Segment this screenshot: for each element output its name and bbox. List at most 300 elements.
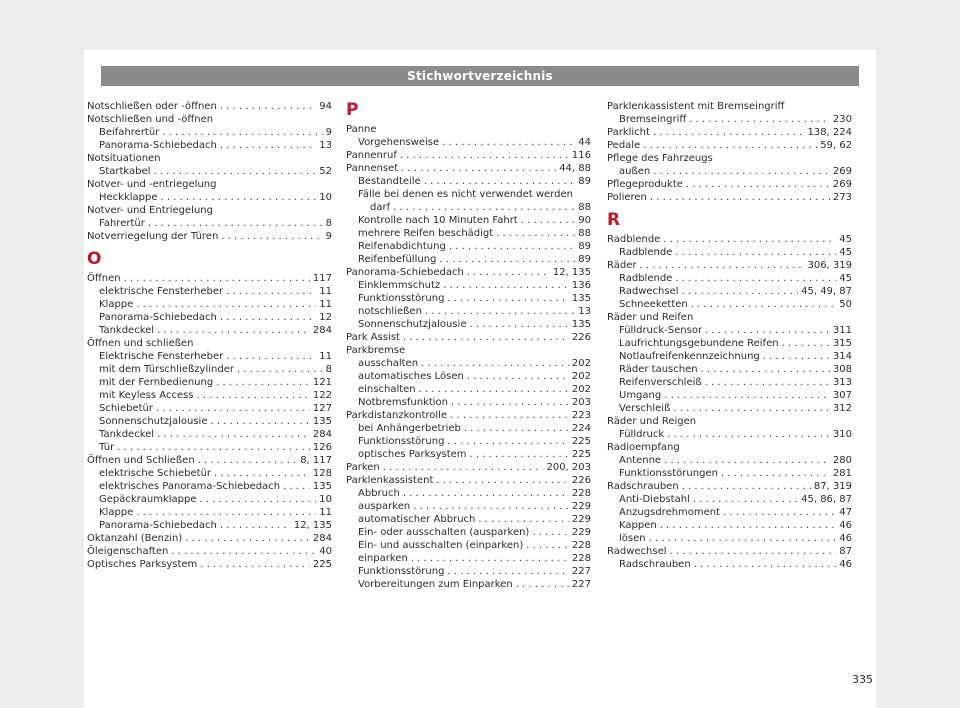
dot-leader (643, 139, 817, 152)
index-entry (607, 376, 852, 389)
index-entry-term: Radschrauben (607, 481, 679, 492)
index-entry-term: Parken (346, 462, 380, 473)
dot-leader (447, 565, 568, 578)
index-entry-page: 12, 135 (293, 520, 332, 531)
index-entry-term: Park Assist (346, 332, 400, 343)
dot-leader (226, 350, 316, 363)
dot-leader (197, 389, 310, 402)
index-entry (87, 191, 332, 204)
index-entry (346, 539, 591, 552)
index-entry-page: 136 (571, 280, 591, 291)
index-entry-page: 311 (832, 325, 852, 336)
index-entry-page: 12 (319, 312, 332, 323)
index-entry-page: 50 (839, 299, 852, 310)
dot-leader (226, 285, 316, 298)
index-entry-term: Radblende (619, 247, 673, 258)
dot-leader (639, 259, 804, 272)
index-entry (87, 402, 332, 415)
index-entry (346, 461, 591, 474)
index-heading: Radioempfang (607, 442, 680, 453)
index-entry-term: Bremseingriff (619, 114, 687, 125)
dot-leader (383, 461, 544, 474)
index-entry (87, 558, 332, 571)
index-column-1 (87, 100, 332, 571)
index-entry (346, 578, 591, 591)
dot-leader (675, 246, 836, 259)
dot-leader (663, 233, 836, 246)
index-entry-term: Radblende (607, 234, 661, 245)
index-entry-term: Pannenruf (346, 150, 397, 161)
index-entry-page: 269 (832, 179, 852, 190)
dot-leader (436, 474, 569, 487)
index-entry (87, 493, 332, 506)
index-entry-term: Pflegeprodukte (607, 179, 683, 190)
index-entry-page: 10 (319, 192, 332, 203)
page-number: 335 (852, 673, 873, 686)
index-heading: Notver- und Entriegelung (87, 205, 213, 216)
index-entry (87, 454, 332, 467)
index-entry-page: 9 (325, 127, 332, 138)
index-entry (607, 113, 852, 126)
index-entry (607, 233, 852, 246)
index-entry-term: Umgang (619, 390, 662, 401)
dot-leader (220, 311, 316, 324)
dot-leader (670, 545, 837, 558)
index-entry-term: Tür (99, 442, 115, 453)
dot-leader (447, 435, 568, 448)
index-entry (87, 545, 332, 558)
index-entry-page: 314 (832, 351, 852, 362)
dot-leader (526, 539, 569, 552)
index-entry-term: Ein- und ausschalten (einparken) (358, 540, 524, 551)
index-entry-page: 89 (578, 241, 591, 252)
index-entry-page: 45, 49, 87 (801, 286, 852, 297)
index-entry-page: 230 (832, 114, 852, 125)
index-entry (346, 318, 591, 331)
dot-leader (162, 126, 322, 139)
index-entry-term: Öleigenschaften (87, 546, 169, 557)
index-entry (87, 506, 332, 519)
index-entry-page: 8 (325, 364, 332, 375)
dot-leader (686, 178, 830, 191)
index-entry-term: Radwechsel (607, 546, 667, 557)
dot-leader (705, 324, 830, 337)
index-entry-page: 9 (325, 231, 332, 242)
index-entry-term: bei Anhängerbetrieb (358, 423, 461, 434)
dot-leader (117, 441, 310, 454)
index-entry-term: Ein- oder ausschalten (ausparken) (358, 527, 530, 538)
index-entry-page: 45 (839, 247, 852, 258)
index-entry-page: 202 (571, 371, 591, 382)
index-entry-term: Räder (607, 260, 637, 271)
index-entry-term: Elektrische Fensterheber (99, 351, 224, 362)
index-entry-page: 89 (578, 254, 591, 265)
dot-leader (157, 324, 310, 337)
index-entry-term: Funktionsstörung (358, 436, 445, 447)
dot-leader (419, 383, 569, 396)
dot-leader (782, 337, 830, 350)
index-entry (346, 266, 591, 279)
index-section-letter: O (87, 249, 102, 269)
dot-leader (701, 363, 830, 376)
index-entry (87, 480, 332, 493)
index-entry-term: mit der Fernbedienung (99, 377, 214, 388)
dot-leader (450, 409, 569, 422)
index-entry-term: Panorama-Schiebedach (99, 520, 217, 531)
index-entry-term: Funktionsstörung (358, 566, 445, 577)
index-entry-page: 225 (312, 559, 332, 570)
index-entry-page: 40 (319, 546, 332, 557)
index-entry-term: Heckklappe (99, 192, 158, 203)
index-entry-term: Kappen (619, 520, 657, 531)
index-entry (607, 259, 852, 272)
dot-leader (447, 292, 568, 305)
index-section-letter: R (607, 210, 621, 230)
dot-leader (467, 266, 550, 279)
index-entry (607, 324, 852, 337)
index-entry (87, 100, 332, 113)
index-entry-page: 228 (571, 540, 591, 551)
index-entry (607, 363, 852, 376)
index-entry-term: Reifenverschleiß (619, 377, 702, 388)
dot-leader (439, 253, 575, 266)
index-entry-page: 273 (832, 192, 852, 203)
index-entry-term: Räder tauschen (619, 364, 698, 375)
index-entry-term: mit dem Türschließzylinder (99, 364, 234, 375)
index-entry-term: Kontrolle nach 10 Minuten Fahrt (358, 215, 518, 226)
dot-leader (521, 214, 576, 227)
index-entry-page: 88 (578, 202, 591, 213)
index-heading: Panne (346, 124, 377, 135)
dot-leader (124, 272, 310, 285)
index-entry-page: 44 (578, 137, 591, 148)
index-entry-term: Gepäckraumklappe (99, 494, 197, 505)
index-entry-term: ausparken (358, 501, 411, 512)
index-entry-term: Radwechsel (619, 286, 679, 297)
dot-leader (171, 545, 316, 558)
index-entry (87, 363, 332, 376)
index-entry-page: 313 (832, 377, 852, 388)
index-entry-term: Tankdeckel (99, 429, 155, 440)
index-entry-page: 200, 203 (546, 462, 591, 473)
index-entry-term: Öffnen (87, 273, 121, 284)
dot-leader (157, 428, 310, 441)
dot-leader (723, 506, 836, 519)
dot-leader (220, 139, 316, 152)
dot-leader (221, 230, 322, 243)
index-entry-term: darf (370, 202, 391, 213)
index-heading: Öffnen und schließen (87, 338, 194, 349)
index-entry-term: mehrere Reifen beschädigt (358, 228, 494, 239)
dot-leader (650, 191, 830, 204)
index-entry-term: optisches Parksystem (358, 449, 467, 460)
index-entry-page: 229 (571, 514, 591, 525)
index-entry-page: 44, 88 (559, 163, 591, 174)
index-section-letter: P (346, 100, 359, 120)
index-entry (87, 324, 332, 337)
index-heading: Notsituationen (87, 153, 161, 164)
index-entry-page: 227 (571, 579, 591, 590)
dot-leader (200, 558, 310, 571)
index-entry-term: Tankdeckel (99, 325, 155, 336)
index-entry-page: 284 (312, 533, 332, 544)
index-entry-term: Vorgehensweise (358, 137, 440, 148)
dot-leader (214, 467, 310, 480)
index-entry-term: Öffnen und Schließen (87, 455, 195, 466)
index-entry-page: 94 (319, 101, 332, 112)
index-entry (87, 126, 332, 139)
index-entry (346, 149, 591, 162)
index-entry-term: Panorama-Schiebedach (99, 140, 217, 151)
index-entry-page: 87 (839, 546, 852, 557)
index-heading: Räder und Reigen (607, 416, 697, 427)
dot-leader (689, 113, 830, 126)
index-entry-term: Panorama-Schiebedach (99, 312, 217, 323)
index-entry-page: 229 (571, 501, 591, 512)
index-entry (607, 285, 852, 298)
page-header-title: Stichwortverzeichnis (101, 66, 859, 86)
dot-leader (532, 526, 569, 539)
index-entry (87, 139, 332, 152)
index-entry-term: automatisches Lösen (358, 371, 464, 382)
dot-leader (237, 363, 323, 376)
dot-leader (425, 305, 575, 318)
index-entry (346, 331, 591, 344)
index-entry (87, 298, 332, 311)
index-heading: Parklenkassistent mit Bremseingriff (607, 101, 785, 112)
index-entry-term: elektrische Fensterheber (99, 286, 224, 297)
index-entry-term: Bestandteile (358, 176, 421, 187)
dot-leader (400, 149, 569, 162)
index-entry-term: Pannenset (346, 163, 399, 174)
dot-leader (198, 454, 298, 467)
dot-leader (411, 552, 569, 565)
index-entry (346, 409, 591, 422)
index-entry (346, 383, 591, 396)
index-entry (607, 506, 852, 519)
dot-leader (496, 227, 575, 240)
index-entry-term: notschließen (358, 306, 422, 317)
dot-leader (478, 513, 569, 526)
index-entry-page: 223 (571, 410, 591, 421)
dot-leader (693, 493, 798, 506)
index-entry (346, 370, 591, 383)
index-entry-page: 281 (832, 468, 852, 479)
index-entry (346, 513, 591, 526)
index-entry (346, 292, 591, 305)
index-entry (87, 311, 332, 324)
index-entry-page: 315 (832, 338, 852, 349)
index-entry (346, 240, 591, 253)
index-entry-term: elektrische Schiebetür (99, 468, 212, 479)
index-entry-page: 45 (839, 234, 852, 245)
index-entry-page: 202 (571, 384, 591, 395)
index-entry (346, 305, 591, 318)
index-entry-page: 11 (319, 286, 332, 297)
index-entry-page: 11 (319, 507, 332, 518)
index-entry (607, 165, 852, 178)
index-entry-page: 312 (832, 403, 852, 414)
index-entry-term: Oktanzahl (Benzin) (87, 533, 183, 544)
dot-leader (421, 357, 569, 370)
index-entry-term: Schneeketten (619, 299, 688, 310)
index-entry (87, 285, 332, 298)
index-entry-page: 13 (578, 306, 591, 317)
index-entry-page: 128 (312, 468, 332, 479)
index-entry-page: 8 (325, 218, 332, 229)
dot-leader (451, 396, 569, 409)
index-entry-page: 228 (571, 488, 591, 499)
index-entry-page: 226 (571, 475, 591, 486)
index-entry-page: 47 (839, 507, 852, 518)
index-entry (87, 217, 332, 230)
index-entry (607, 126, 852, 139)
index-entry-term: Notlaufreifenkennzeichnung (619, 351, 760, 362)
index-entry-page: 310 (832, 429, 852, 440)
index-entry-page: 135 (312, 416, 332, 427)
dot-leader (220, 100, 316, 113)
index-entry (87, 272, 332, 285)
index-entry-page: 8, 117 (300, 455, 332, 466)
index-entry-page: 45 (839, 273, 852, 284)
index-entry (607, 389, 852, 402)
index-entry (607, 467, 852, 480)
index-entry-term: Startkabel (99, 166, 151, 177)
index-entry-term: Klappe (99, 299, 134, 310)
index-entry-page: 307 (832, 390, 852, 401)
index-entry-page: 46 (839, 559, 852, 570)
dot-leader (403, 331, 569, 344)
index-entry-term: Radschrauben (619, 559, 691, 570)
dot-leader (467, 370, 569, 383)
index-entry-page: 13 (319, 140, 332, 151)
index-entry-page: 59, 62 (820, 140, 852, 151)
dot-leader (464, 422, 569, 435)
index-heading: Parkbremse (346, 345, 406, 356)
index-entry-term: Abbruch (358, 488, 400, 499)
dot-leader (156, 402, 310, 415)
index-entry (607, 337, 852, 350)
dot-leader (401, 162, 556, 175)
index-entry-page: 224 (571, 423, 591, 434)
index-entry (87, 389, 332, 402)
index-entry-page: 117 (312, 273, 332, 284)
index-entry (87, 428, 332, 441)
index-entry-term: Reifenbefüllung (358, 254, 437, 265)
index-entry-page: 116 (571, 150, 591, 161)
index-entry-term: Polieren (607, 192, 647, 203)
index-entry-term: automatischer Abbruch (358, 514, 476, 525)
index-entry (607, 298, 852, 311)
index-entry-page: 88 (578, 228, 591, 239)
index-entry-page: 228 (571, 553, 591, 564)
dot-leader (660, 519, 837, 532)
index-entry (607, 454, 852, 467)
index-heading: Räder und Reifen (607, 312, 694, 323)
dot-leader (220, 519, 291, 532)
index-column-3 (607, 100, 852, 571)
dot-leader (653, 126, 805, 139)
index-entry-term: außen (619, 166, 651, 177)
index-entry-page: 45, 86, 87 (801, 494, 852, 505)
index-entry (607, 178, 852, 191)
dot-leader (705, 376, 830, 389)
dot-leader (449, 240, 575, 253)
index-entry-term: ausschalten (358, 358, 419, 369)
index-entry-page: 46 (839, 533, 852, 544)
index-entry-page: 225 (571, 436, 591, 447)
index-entry (87, 415, 332, 428)
index-entry-term: Sonnenschutzjalousie (358, 319, 467, 330)
index-entry-page: 308 (832, 364, 852, 375)
index-entry (87, 376, 332, 389)
dot-leader (393, 201, 575, 214)
index-entry-page: 284 (312, 429, 332, 440)
index-entry (87, 165, 332, 178)
index-entry-term: Fahrertür (99, 218, 145, 229)
index-column-2 (346, 100, 591, 591)
index-entry-term: Sonnenschutzjalousie (99, 416, 208, 427)
index-entry (87, 441, 332, 454)
dot-leader (148, 217, 323, 230)
dot-leader (283, 480, 310, 493)
dot-leader (136, 298, 316, 311)
dot-leader (682, 285, 799, 298)
index-entry (346, 136, 591, 149)
dot-leader (185, 532, 310, 545)
index-entry (346, 552, 591, 565)
index-entry-term: Klappe (99, 507, 134, 518)
index-entry-page: 90 (578, 215, 591, 226)
index-entry-term: Pedale (607, 140, 641, 151)
index-entry-page: 87, 319 (813, 481, 852, 492)
index-entry-term: einschalten (358, 384, 416, 395)
index-entry (346, 435, 591, 448)
index-entry (346, 253, 591, 266)
index-entry (607, 272, 852, 285)
index-entry (607, 350, 852, 363)
index-entry-term: Anzugsdrehmoment (619, 507, 721, 518)
index-entry-page: 227 (571, 566, 591, 577)
index-entry (607, 519, 852, 532)
index-entry (346, 500, 591, 513)
index-entry (607, 532, 852, 545)
dot-leader (675, 272, 836, 285)
dot-leader (153, 165, 316, 178)
dot-leader (136, 506, 316, 519)
index-entry-page: 306, 319 (807, 260, 852, 271)
dot-leader (210, 415, 309, 428)
dot-leader (721, 467, 830, 480)
dot-leader (470, 448, 569, 461)
index-entry-term: Notschließen oder -öffnen (87, 101, 217, 112)
index-entry-term: Notverriegelung der Türen (87, 231, 219, 242)
index-entry (346, 279, 591, 292)
dot-leader (200, 493, 317, 506)
index-entry (346, 357, 591, 370)
index-entry-term: Beifahrertür (99, 127, 160, 138)
index-entry (607, 493, 852, 506)
index-entry-term: Vorbereitungen zum Einparken (358, 579, 513, 590)
index-entry-page: 10 (319, 494, 332, 505)
index-entry-term: einparken (358, 553, 408, 564)
index-entry-page: 135 (571, 293, 591, 304)
index-entry-term: Optisches Parksystem (87, 559, 198, 570)
index-entry-term: Anti-Diebstahl (619, 494, 690, 505)
index-entry-term: Fülldruck (619, 429, 665, 440)
index-entry-term: Reifenabdichtung (358, 241, 446, 252)
index-heading: Pflege des Fahrzeugs (607, 153, 713, 164)
